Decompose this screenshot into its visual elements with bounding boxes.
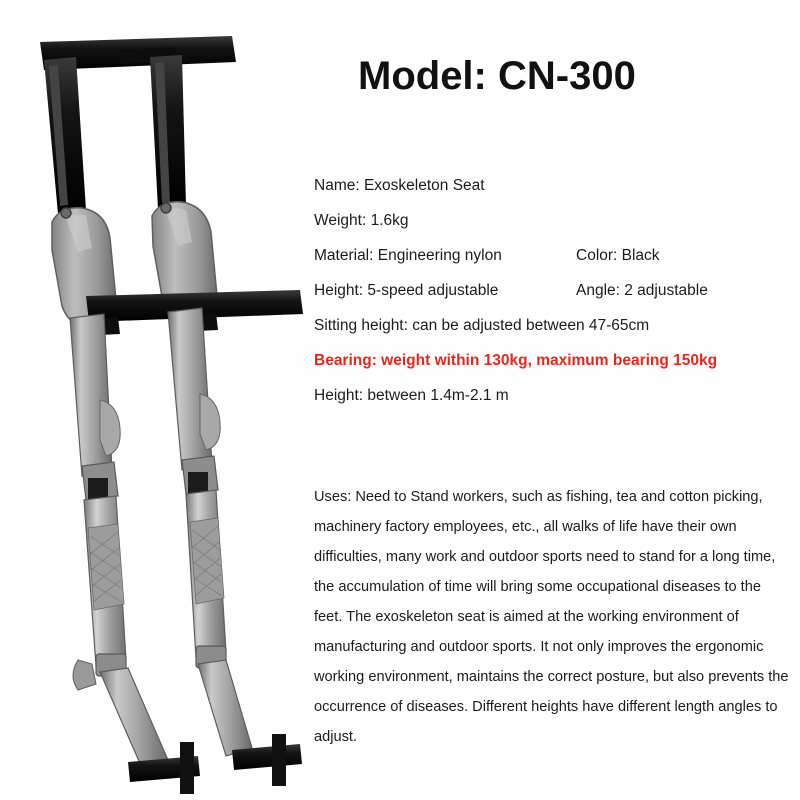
- spec-row: [314, 378, 800, 413]
- spec-row: [314, 203, 800, 238]
- spec-color: Color: Black: [576, 247, 660, 264]
- spec-material: Material: Engineering nylon: [314, 247, 502, 264]
- upper-posts: [44, 55, 186, 214]
- page-title: Model: CN-300: [358, 54, 636, 98]
- spec-sitting-height: Sitting height: can be adjusted between 47-65cm: [314, 317, 650, 334]
- upper-leg-struts: [70, 308, 220, 476]
- spec-row-bearing: [314, 343, 800, 378]
- spec-bearing: Bearing: weight within 130kg, maximum bearing 150kg: [314, 352, 718, 369]
- spec-row: [314, 273, 800, 308]
- spec-user-height: Height: between 1.4m-2.1 m: [314, 387, 509, 404]
- spec-weight: Weight: 1.6kg: [314, 212, 409, 229]
- product-illustration: [0, 0, 310, 800]
- spec-height-adjust: Height: 5-speed adjustable: [314, 282, 499, 299]
- spec-row: [314, 308, 800, 343]
- spec-row: [314, 168, 800, 203]
- uses-paragraph: Uses: Need to Stand workers, such as fishing, tea and cotton picking, machinery factory employees, etc., all walks of life have their own difficulties, many work and outdoor sports need to stand for a long time, the accumulation of time will bring some occupational diseases to the feet. The exoskeleton seat is aimed at the working environment of manufacturing and outdoor sports. It not only improves the ergonomic working environment, maintains the correct posture, but also prevents the occurrence of diseases. Different heights have different length angles to adjust.: [314, 489, 789, 745]
- spec-angle: Angle: 2 adjustable: [576, 282, 708, 299]
- spec-list: [314, 168, 800, 413]
- specification-panel: [310, 0, 800, 800]
- spec-row: [314, 238, 800, 273]
- lower-leg-tubes: [84, 490, 226, 676]
- spec-name: Name: Exoskeleton Seat: [314, 177, 485, 194]
